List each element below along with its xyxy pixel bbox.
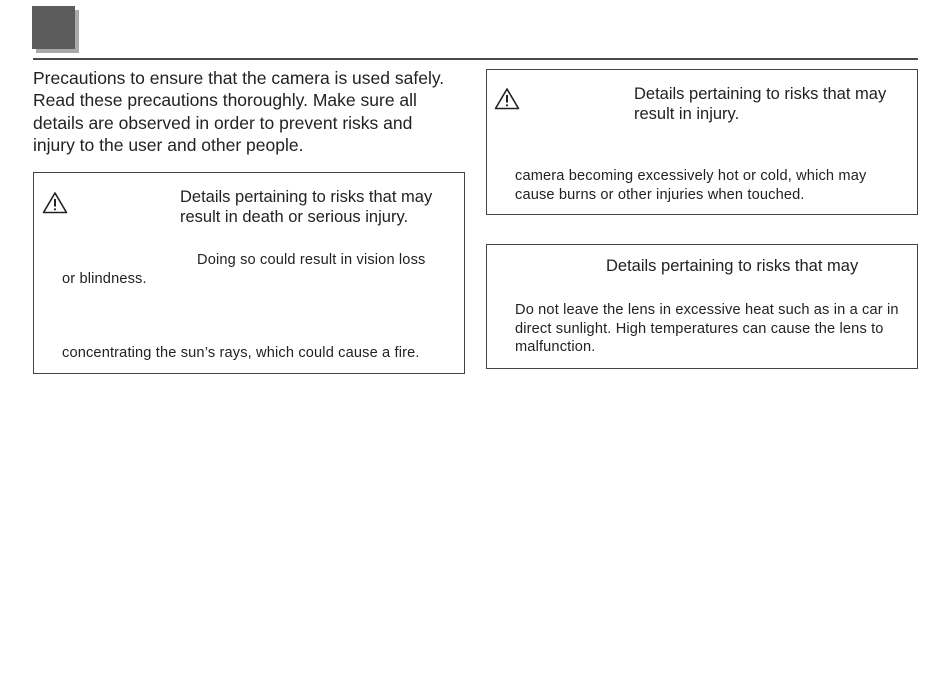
warning-heading: Details pertaining to risks that may result in death or serious injury. (180, 188, 433, 226)
warning-item1-line1: Doing so could result in vision loss (197, 252, 426, 268)
note-box (486, 244, 918, 369)
warning-triangle-icon (494, 87, 520, 110)
note-heading: Details pertaining to risks that may (606, 257, 859, 275)
warning-item2-line: concentrating the sun’s rays, which could cause a fire. (62, 345, 420, 361)
note-body: Do not leave the lens in excessive heat such as in a car in direct sunlight. High temperatures can cause the lens to malfunction. (515, 302, 899, 355)
intro-paragraph: Precautions to ensure that the camera is used safely. Read these precautions thoroughly. Make sure all details are observed in order to prevent risks and injury to the user and other people. (33, 68, 445, 155)
corner-square (32, 6, 75, 49)
caution-body: camera becoming excessively hot or cold, which may cause burns or other injuries when touched. (515, 168, 867, 203)
warning-triangle-icon (42, 191, 68, 214)
warning-box (33, 172, 465, 374)
warning-item1-line2: or blindness. (62, 271, 147, 287)
header-rule (33, 58, 918, 60)
caution-box (486, 69, 918, 215)
caution-heading: Details pertaining to risks that may result in injury. (634, 85, 887, 123)
